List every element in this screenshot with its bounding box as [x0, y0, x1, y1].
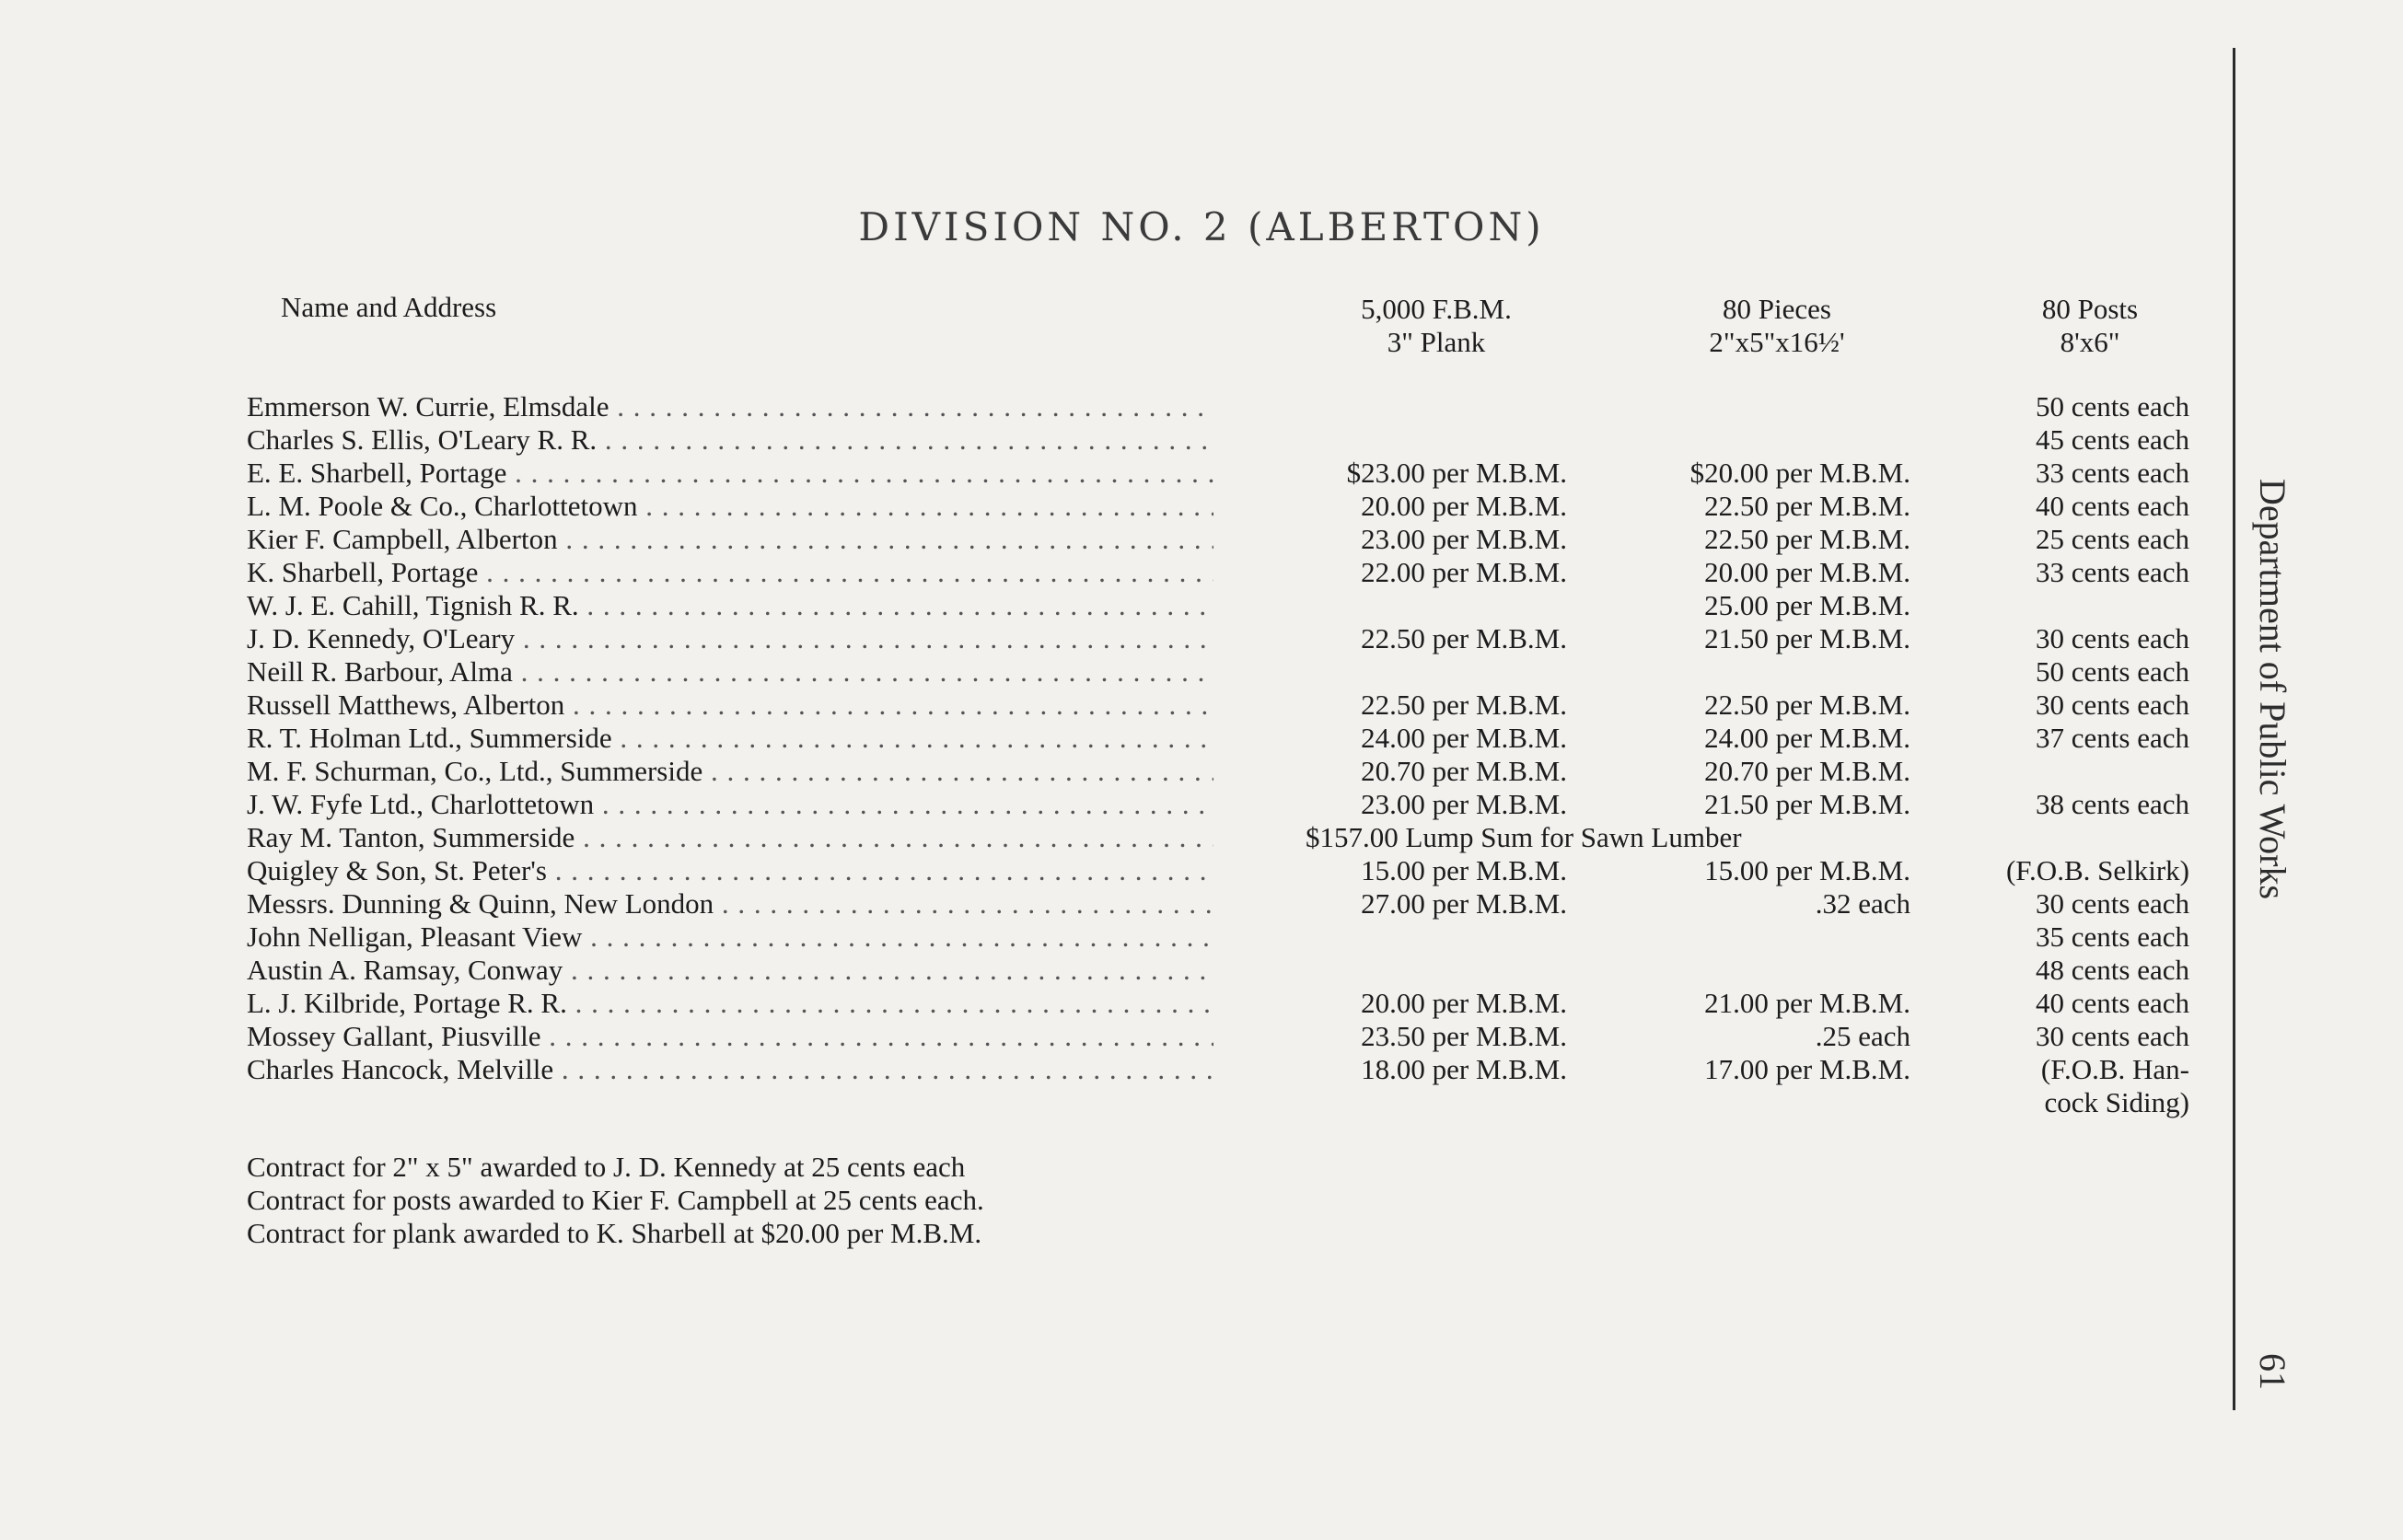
tenderer-name: R. T. Holman Ltd., Summerside . . .: [247, 722, 1213, 755]
table-row: [0, 490, 2403, 523]
column-header-pieces-line1: 80 Pieces: [1723, 293, 1831, 325]
table-row: [0, 887, 2403, 921]
plank-price: 23.50 per M.B.M.: [1361, 1020, 1567, 1052]
plank-price: 24.00 per M.B.M.: [1361, 722, 1567, 754]
plank-price: 20.00 per M.B.M.: [1361, 490, 1567, 522]
page-number: 61: [2252, 1353, 2293, 1390]
contract-note: Contract for plank awarded to K. Sharbell at $20.00 per M.B.M.: [247, 1217, 982, 1249]
pieces-price: 20.70 per M.B.M.: [1704, 755, 1910, 787]
posts-price: (F.O.B. Selkirk): [2005, 854, 2189, 886]
table-row: [0, 390, 2403, 423]
tenderer-name: Charles Hancock, Melville . . .: [247, 1053, 1213, 1086]
posts-price: 40 cents each: [2036, 987, 2189, 1019]
table-row: [0, 921, 2403, 954]
table-row: [0, 589, 2403, 622]
pieces-price: 17.00 per M.B.M.: [1704, 1053, 1910, 1085]
pieces-price: .32 each: [1815, 887, 1910, 920]
posts-price: (F.O.B. Han-: [2040, 1053, 2189, 1085]
posts-price: 35 cents each: [2036, 921, 2189, 953]
tenderer-name: Mossey Gallant, Piusville . . .: [247, 1020, 1213, 1053]
column-header-posts-line2: 8'x6": [2060, 326, 2120, 358]
tenderer-name: W. J. E. Cahill, Tignish R. R. . . .: [247, 589, 1213, 622]
posts-price: cock Siding): [2044, 1086, 2189, 1118]
tenderer-name: Kier F. Campbell, Alberton . . .: [247, 523, 1213, 556]
plank-price: 22.00 per M.B.M.: [1361, 556, 1567, 588]
plank-price: 27.00 per M.B.M.: [1361, 887, 1567, 920]
tenderer-name: Austin A. Ramsay, Conway . . .: [247, 954, 1213, 987]
tenderer-name: John Nelligan, Pleasant View . . .: [247, 921, 1213, 954]
tenderer-name: L. J. Kilbride, Portage R. R. . . .: [247, 987, 1213, 1020]
tenderer-name: Neill R. Barbour, Alma . . .: [247, 655, 1213, 689]
contract-notes: [247, 1151, 984, 1250]
table-row: [0, 954, 2403, 987]
plank-price: 20.70 per M.B.M.: [1361, 755, 1567, 787]
column-header-plank-line1: 5,000 F.B.M.: [1361, 293, 1512, 325]
table-row: [0, 755, 2403, 788]
table-row: [0, 987, 2403, 1020]
tenderer-name: Emmerson W. Currie, Elmsdale . . .: [247, 390, 1213, 423]
column-header-pieces: [1630, 293, 1924, 359]
tenderer-name: Russell Matthews, Alberton . . .: [247, 689, 1213, 722]
posts-price: 30 cents each: [2036, 887, 2189, 920]
posts-price: 37 cents each: [2036, 722, 2189, 754]
plank-price: $23.00 per M.B.M.: [1346, 457, 1567, 489]
posts-price: 30 cents each: [2036, 1020, 2189, 1052]
running-head: Department of Public Works: [2252, 479, 2293, 900]
table-row: [0, 655, 2403, 689]
tenderer-name: J. W. Fyfe Ltd., Charlottetown . . .: [247, 788, 1213, 821]
tenderer-name: Charles S. Ellis, O'Leary R. R. . . .: [247, 423, 1213, 457]
tenderer-name: L. M. Poole & Co., Charlottetown . . .: [247, 490, 1213, 523]
plank-price: 23.00 per M.B.M.: [1361, 788, 1567, 820]
tenderer-name: J. D. Kennedy, O'Leary . . .: [247, 622, 1213, 655]
table-row: [0, 788, 2403, 821]
posts-price: 48 cents each: [2036, 954, 2189, 986]
column-header-posts-line1: 80 Posts: [2041, 293, 2139, 325]
column-header-plank-line2: 3" Plank: [1387, 326, 1486, 358]
table-row: [0, 1053, 2403, 1086]
table-row: [0, 556, 2403, 589]
tenderer-name: Messrs. Dunning & Quinn, New London . . .: [247, 887, 1213, 921]
column-header-name: Name and Address: [281, 291, 497, 323]
table-row: [0, 1086, 2403, 1119]
posts-price: 30 cents each: [2036, 622, 2189, 654]
posts-price: 45 cents each: [2036, 423, 2189, 456]
pieces-price: 25.00 per M.B.M.: [1704, 589, 1910, 621]
table-row: [0, 689, 2403, 722]
plank-price: 22.50 per M.B.M.: [1361, 689, 1567, 721]
tender-table: [0, 390, 2403, 1119]
contract-note: Contract for posts awarded to Kier F. Campbell at 25 cents each.: [247, 1184, 984, 1216]
tenderer-name: M. F. Schurman, Co., Ltd., Summerside . . .: [247, 755, 1213, 788]
page-title: DIVISION NO. 2 (ALBERTON): [858, 204, 1545, 249]
lump-sum-note: $157.00 Lump Sum for Sawn Lumber: [1306, 821, 1742, 853]
posts-price: 25 cents each: [2036, 523, 2189, 555]
margin-rule: [2233, 48, 2235, 1410]
plank-price: 15.00 per M.B.M.: [1361, 854, 1567, 886]
pieces-price: $20.00 per M.B.M.: [1689, 457, 1910, 489]
plank-price: 23.00 per M.B.M.: [1361, 523, 1567, 555]
tenderer-name: E. E. Sharbell, Portage . . .: [247, 457, 1213, 490]
posts-price: 40 cents each: [2036, 490, 2189, 522]
table-row: [0, 622, 2403, 655]
posts-price: 33 cents each: [2036, 556, 2189, 588]
pieces-price: 22.50 per M.B.M.: [1704, 490, 1910, 522]
posts-price: 50 cents each: [2036, 655, 2189, 688]
table-row: [0, 1020, 2403, 1053]
pieces-price: 21.00 per M.B.M.: [1704, 987, 1910, 1019]
posts-price: 50 cents each: [2036, 390, 2189, 423]
contract-note: Contract for 2" x 5" awarded to J. D. Kennedy at 25 cents each: [247, 1151, 966, 1183]
table-row: [0, 722, 2403, 755]
pieces-price: 24.00 per M.B.M.: [1704, 722, 1910, 754]
posts-price: 38 cents each: [2036, 788, 2189, 820]
tenderer-name: K. Sharbell, Portage . . .: [247, 556, 1213, 589]
posts-price: 30 cents each: [2036, 689, 2189, 721]
plank-price: 22.50 per M.B.M.: [1361, 622, 1567, 654]
column-header-plank: [1289, 293, 1584, 359]
pieces-price: 22.50 per M.B.M.: [1704, 523, 1910, 555]
pieces-price: .25 each: [1815, 1020, 1910, 1052]
posts-price: 33 cents each: [2036, 457, 2189, 489]
pieces-price: 21.50 per M.B.M.: [1704, 788, 1910, 820]
table-row: [0, 821, 2403, 854]
pieces-price: 15.00 per M.B.M.: [1704, 854, 1910, 886]
pieces-price: 21.50 per M.B.M.: [1704, 622, 1910, 654]
plank-price: 20.00 per M.B.M.: [1361, 987, 1567, 1019]
table-row: [0, 854, 2403, 887]
table-row: [0, 457, 2403, 490]
tenderer-name: Ray M. Tanton, Summerside . . .: [247, 821, 1213, 854]
plank-price: 18.00 per M.B.M.: [1361, 1053, 1567, 1085]
tenderer-name: Quigley & Son, St. Peter's . . .: [247, 854, 1213, 887]
table-row: [0, 423, 2403, 457]
pieces-price: 22.50 per M.B.M.: [1704, 689, 1910, 721]
column-header-pieces-line2: 2"x5"x16½': [1709, 326, 1845, 358]
table-row: [0, 523, 2403, 556]
pieces-price: 20.00 per M.B.M.: [1704, 556, 1910, 588]
column-header-posts: [1961, 293, 2219, 359]
